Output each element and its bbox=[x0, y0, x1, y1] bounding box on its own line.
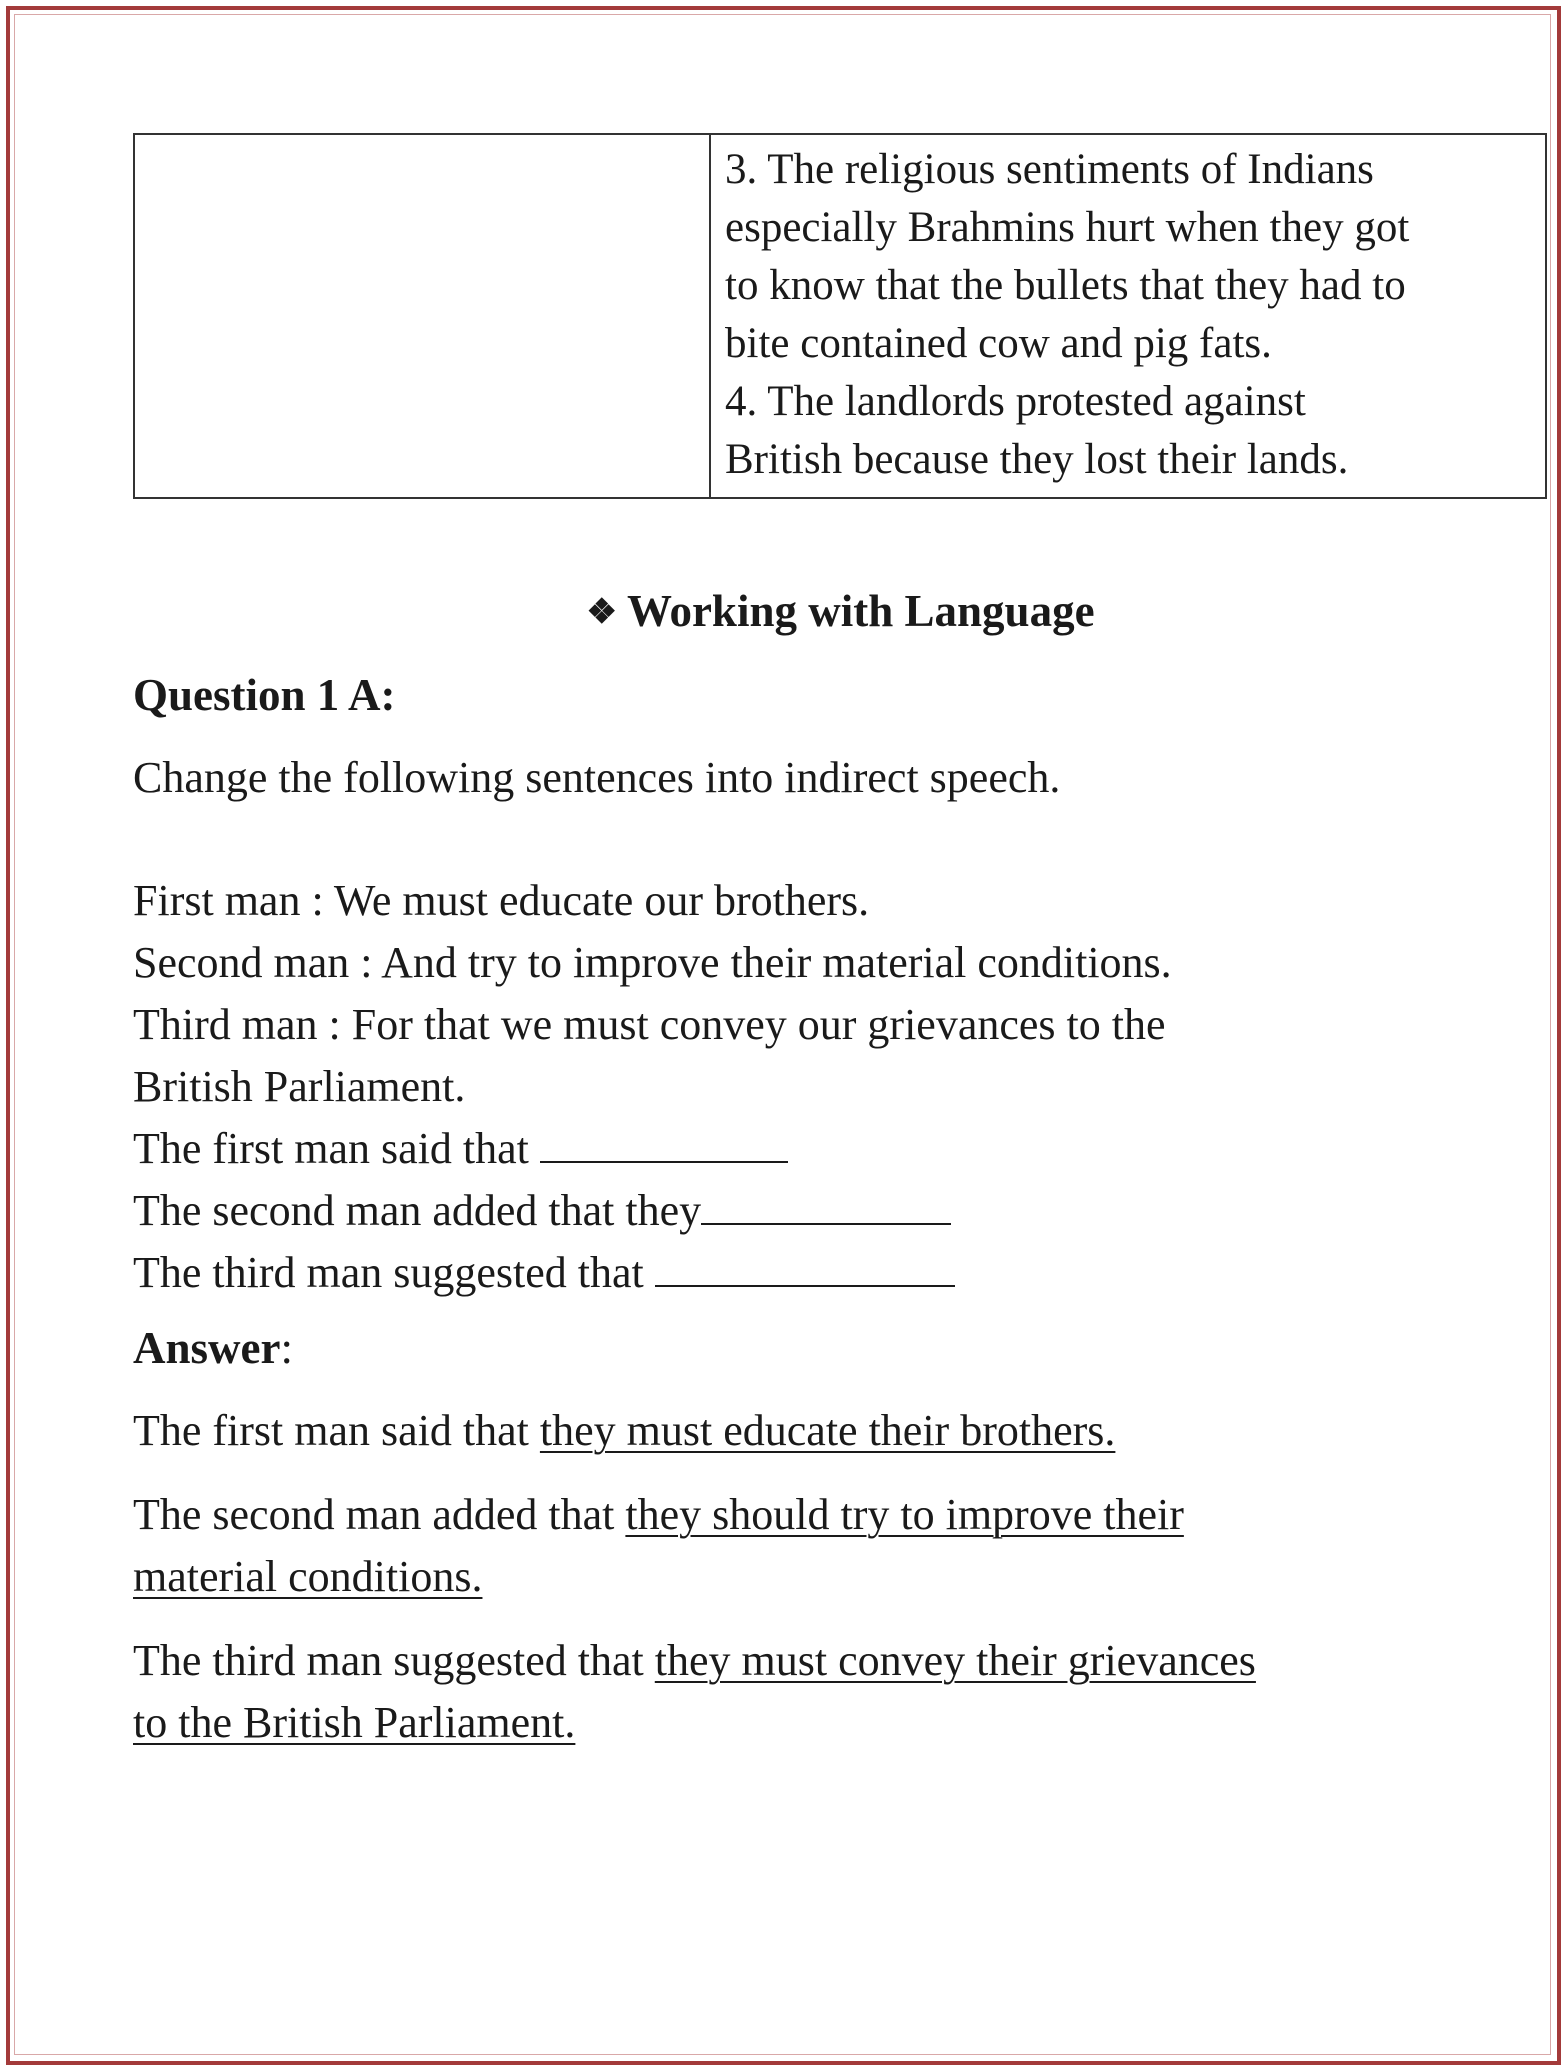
section-heading-text: Working with Language bbox=[626, 586, 1095, 636]
question-instruction: Change the following sentences into indirect speech. bbox=[133, 753, 1061, 802]
section-heading bbox=[133, 581, 1548, 641]
answer-underlined: to the British Parliament. bbox=[133, 1698, 576, 1747]
answer-underlined: they must educate their brothers. bbox=[539, 1406, 1116, 1455]
dialogue-line: British Parliament. bbox=[133, 1062, 466, 1111]
answer-underlined: material conditions. bbox=[133, 1552, 483, 1601]
cell-line: bite contained cow and pig fats. bbox=[725, 320, 1272, 367]
diamond-bullet-icon: ❖ bbox=[586, 594, 617, 631]
cell-line: especially Brahmins hurt when they got bbox=[725, 204, 1410, 251]
table-cell-empty bbox=[134, 134, 710, 498]
answer-underlined: they must convey their grievances bbox=[654, 1636, 1256, 1685]
fill-blank bbox=[655, 1245, 955, 1287]
dialogue-line: Third man : For that we must convey our grievances to the bbox=[133, 1000, 1166, 1049]
fill-prefix: The third man suggested that bbox=[133, 1248, 655, 1297]
answer-colon: : bbox=[280, 1323, 293, 1373]
dialogue-block bbox=[133, 870, 1548, 1304]
answer-underlined: they should try to improve their bbox=[625, 1490, 1184, 1539]
table-cell-text bbox=[710, 134, 1546, 498]
cell-line: 3. The religious sentiments of Indians bbox=[725, 146, 1374, 193]
cell-line: to know that the bullets that they had to bbox=[725, 262, 1406, 309]
fill-line-second bbox=[133, 1180, 1548, 1242]
answer-prefix: The third man suggested that bbox=[133, 1636, 655, 1685]
cell-line: British because they lost their lands. bbox=[725, 436, 1349, 483]
dialogue-line: First man : We must educate our brothers. bbox=[133, 876, 870, 925]
answer-prefix: The first man said that bbox=[133, 1406, 540, 1455]
answer-label-text: Answer bbox=[133, 1323, 281, 1373]
dialogue-line: Second man : And try to improve their material conditions. bbox=[133, 938, 1172, 987]
answer-first bbox=[133, 1400, 1548, 1462]
fill-line-first bbox=[133, 1118, 1548, 1180]
fill-prefix: The second man added that they bbox=[133, 1186, 702, 1235]
fill-blank bbox=[540, 1121, 788, 1163]
cell-line: 4. The landlords protested against bbox=[725, 378, 1306, 425]
answer-label bbox=[133, 1318, 1548, 1378]
answer-second bbox=[133, 1484, 1548, 1608]
fill-blank bbox=[701, 1183, 951, 1225]
page-content bbox=[133, 133, 1548, 1754]
continued-table bbox=[133, 133, 1547, 499]
question-label: Question 1 A: bbox=[133, 670, 396, 720]
table-row bbox=[134, 134, 1546, 498]
fill-line-third bbox=[133, 1242, 1548, 1304]
answer-third bbox=[133, 1630, 1548, 1754]
fill-prefix: The first man said that bbox=[133, 1124, 540, 1173]
answer-prefix: The second man added that bbox=[133, 1490, 626, 1539]
